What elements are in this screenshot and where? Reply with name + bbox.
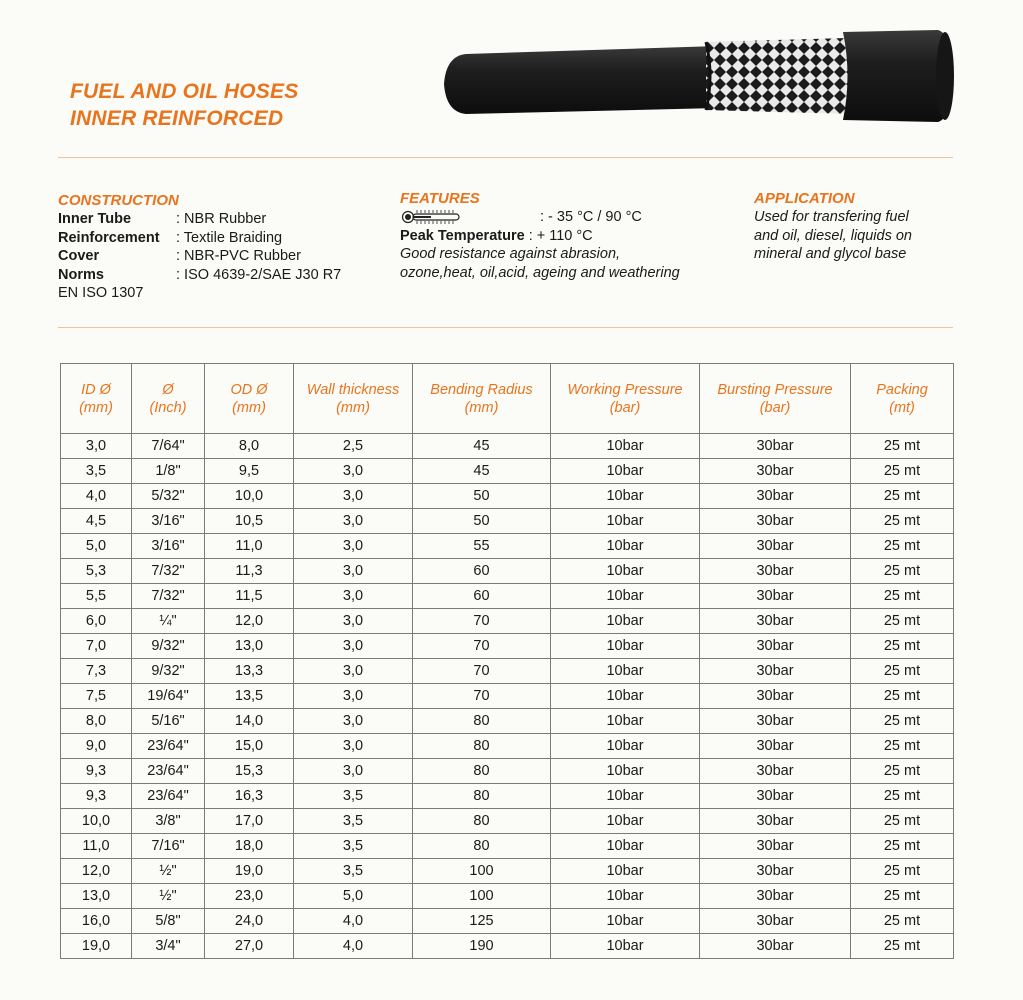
table-cell: 3,0 [61,434,132,459]
peak-temperature-value: : + 110 °C [528,227,593,244]
table-cell: 7,0 [61,634,132,659]
table-cell: 45 [413,459,551,484]
table-cell: 3/16" [132,534,205,559]
table-cell: 15,3 [205,759,294,784]
table-cell: 70 [413,609,551,634]
table-cell: 3,0 [294,759,413,784]
table-cell: 7/32" [132,559,205,584]
table-row [61,559,954,584]
peak-temperature-row [400,227,730,246]
table-cell: 30bar [700,434,851,459]
features-desc-line-2: ozone,heat, oil,acid, ageing and weathering [400,264,680,281]
table-cell: 3,0 [294,609,413,634]
table-cell: 190 [413,934,551,959]
table-cell: 5,0 [61,534,132,559]
header-bending-radius: Bending Radius (mm) [413,364,551,434]
table-cell: 16,0 [61,909,132,934]
table-row [61,484,954,509]
header-working-pressure: Working Pressure (bar) [551,364,700,434]
table-cell: 10bar [551,884,700,909]
table-cell: 30bar [700,534,851,559]
table-cell: 12,0 [61,859,132,884]
table-cell: 10bar [551,484,700,509]
table-row [61,734,954,759]
table-cell: 1/8" [132,459,205,484]
application-line-1: Used for transfering fuel [754,209,909,225]
construction-key: Norms [58,266,104,283]
table-cell: 30bar [700,784,851,809]
table-row [61,434,954,459]
table-cell: 3,5 [294,784,413,809]
table-cell: 30bar [700,884,851,909]
construction-value: : Textile Braiding [176,229,283,246]
features-section [400,190,730,282]
table-cell: 55 [413,534,551,559]
table-row [61,684,954,709]
table-cell: 50 [413,509,551,534]
hose-image [438,30,958,124]
table-cell: 80 [413,759,551,784]
table-cell: 19,0 [205,859,294,884]
table-cell: 10bar [551,859,700,884]
table-cell: 25 mt [851,684,954,709]
table-cell: 10bar [551,709,700,734]
table-cell: 4,0 [61,484,132,509]
table-cell: 25 mt [851,584,954,609]
table-cell: 25 mt [851,659,954,684]
table-cell: 25 mt [851,459,954,484]
table-row [61,609,954,634]
table-cell: 7,3 [61,659,132,684]
table-cell: 10bar [551,809,700,834]
construction-section [58,192,388,303]
table-cell: 4,0 [294,934,413,959]
table-row [61,809,954,834]
table-cell: 30bar [700,634,851,659]
table-cell: 3,0 [294,709,413,734]
table-cell: 5,3 [61,559,132,584]
table-cell: 10bar [551,734,700,759]
header-packing: Packing (mt) [851,364,954,434]
table-row [61,884,954,909]
table-cell: 13,0 [61,884,132,909]
title-line-1: FUEL AND OIL HOSES [70,80,299,103]
table-cell: 3,0 [294,484,413,509]
table-cell: 25 mt [851,559,954,584]
table-cell: 10bar [551,784,700,809]
table-cell: 80 [413,809,551,834]
table-cell: 80 [413,709,551,734]
table-row [61,934,954,959]
table-cell: 50 [413,484,551,509]
table-cell: 70 [413,634,551,659]
table-cell: 25 mt [851,834,954,859]
table-row [61,709,954,734]
table-cell: 3,5 [294,834,413,859]
table-cell: 4,5 [61,509,132,534]
construction-key: Cover [58,248,100,264]
table-cell: 9,5 [205,459,294,484]
table-cell: 25 mt [851,509,954,534]
table-cell: 7/64" [132,434,205,459]
table-cell: 25 mt [851,734,954,759]
peak-temperature-label: Peak Temperature [400,227,525,244]
table-cell: 100 [413,859,551,884]
table-cell: 24,0 [205,909,294,934]
table-cell: 30bar [700,509,851,534]
table-cell: 25 mt [851,809,954,834]
table-cell: 60 [413,584,551,609]
table-cell: 27,0 [205,934,294,959]
table-row [61,509,954,534]
table-row [61,534,954,559]
specs-table [60,363,954,959]
application-section [754,190,954,264]
table-cell: 9,3 [61,759,132,784]
table-cell: 9,0 [61,734,132,759]
features-heading: FEATURES [400,190,480,207]
application-heading: APPLICATION [754,190,855,207]
construction-row [58,266,388,285]
table-cell: 30bar [700,659,851,684]
table-cell: 30bar [700,609,851,634]
table-cell: 30bar [700,584,851,609]
table-cell: 19,0 [61,934,132,959]
table-cell: 23,0 [205,884,294,909]
table-cell: 25 mt [851,609,954,634]
header-od-diameter: OD Ø (mm) [205,364,294,434]
table-cell: 23/64" [132,784,205,809]
construction-norm-extra: EN ISO 1307 [58,285,144,301]
table-cell: 3/16" [132,509,205,534]
table-cell: 10,5 [205,509,294,534]
table-row [61,784,954,809]
table-cell: 7/32" [132,584,205,609]
table-cell: 10bar [551,609,700,634]
table-cell: 18,0 [205,834,294,859]
table-cell: 3/8" [132,809,205,834]
construction-value: : ISO 4639-2/SAE J30 R7 [176,266,342,283]
table-cell: 9/32" [132,634,205,659]
table-cell: 3,5 [294,859,413,884]
table-cell: 10bar [551,834,700,859]
table-cell: 25 mt [851,709,954,734]
table-cell: 3,0 [294,659,413,684]
table-cell: 30bar [700,559,851,584]
table-row [61,834,954,859]
construction-key: Reinforcement [58,229,160,246]
table-cell: 15,0 [205,734,294,759]
table-cell: 80 [413,784,551,809]
table-cell: 5/16" [132,709,205,734]
table-row [61,584,954,609]
title-line-2: INNER REINFORCED [70,107,284,130]
features-desc-line-1: Good resistance against abrasion, [400,246,621,262]
table-body [61,434,954,959]
table-cell: 125 [413,909,551,934]
table-cell: 3,0 [294,459,413,484]
table-cell: 30bar [700,709,851,734]
table-cell: 3,0 [294,559,413,584]
table-cell: 7/16" [132,834,205,859]
table-cell: 10bar [551,459,700,484]
table-cell: 10,0 [61,809,132,834]
table-cell: 3,0 [294,534,413,559]
table-cell: 13,0 [205,634,294,659]
application-line-3: mineral and glycol base [754,246,907,262]
table-cell: 3,0 [294,734,413,759]
table-cell: 30bar [700,484,851,509]
table-cell: 11,3 [205,559,294,584]
table-row [61,859,954,884]
table-cell: ¼" [132,609,205,634]
table-cell: 25 mt [851,884,954,909]
table-cell: 10bar [551,684,700,709]
table-cell: 3/4" [132,934,205,959]
table-cell: 9/32" [132,659,205,684]
table-cell: 60 [413,559,551,584]
header-id-diameter: ID Ø (mm) [61,364,132,434]
table-cell: 14,0 [205,709,294,734]
table-cell: 19/64" [132,684,205,709]
table-cell: 30bar [700,809,851,834]
table-cell: 3,0 [294,584,413,609]
table-cell: 5,5 [61,584,132,609]
table-cell: 30bar [700,759,851,784]
table-cell: 3,0 [294,509,413,534]
divider-middle [58,327,953,328]
table-cell: 11,0 [61,834,132,859]
header-inch-diameter: Ø (Inch) [132,364,205,434]
construction-key: Inner Tube [58,211,132,227]
table-cell: 9,3 [61,784,132,809]
table-cell: 16,3 [205,784,294,809]
table-cell: 5/8" [132,909,205,934]
table-row [61,634,954,659]
table-cell: 13,5 [205,684,294,709]
table-cell: 12,0 [205,609,294,634]
table-cell: 11,0 [205,534,294,559]
table-cell: 10bar [551,509,700,534]
table-cell: 4,0 [294,909,413,934]
construction-value: : NBR Rubber [176,211,267,227]
table-cell: 10bar [551,634,700,659]
table-cell: 25 mt [851,634,954,659]
table-cell: 80 [413,734,551,759]
table-cell: 70 [413,659,551,684]
table-cell: 25 mt [851,434,954,459]
table-cell: 25 mt [851,859,954,884]
table-cell: ½" [132,884,205,909]
construction-row [58,229,388,248]
construction-value: : NBR-PVC Rubber [176,248,301,264]
divider-top [58,157,953,158]
table-cell: 100 [413,884,551,909]
table-cell: 10bar [551,534,700,559]
table-cell: 10bar [551,584,700,609]
table-cell: 30bar [700,459,851,484]
page-title [70,78,298,132]
table-cell: 23/64" [132,759,205,784]
table-cell: 2,5 [294,434,413,459]
table-cell: 23/64" [132,734,205,759]
table-header-row [61,364,954,434]
table-cell: 25 mt [851,784,954,809]
table-cell: 10bar [551,659,700,684]
table-cell: 30bar [700,859,851,884]
table-cell: 30bar [700,834,851,859]
header-bursting-pressure: Bursting Pressure (bar) [700,364,851,434]
table-cell: 10bar [551,934,700,959]
table-cell: 45 [413,434,551,459]
table-cell: 8,0 [61,709,132,734]
temperature-range-value: : - 35 °C / 90 °C [540,209,642,225]
table-cell: 3,5 [61,459,132,484]
table-cell: 10bar [551,559,700,584]
table-cell: 80 [413,834,551,859]
table-cell: 5/32" [132,484,205,509]
table-cell: 30bar [700,734,851,759]
table-cell: 3,5 [294,809,413,834]
table-cell: 5,0 [294,884,413,909]
table-cell: 10bar [551,909,700,934]
table-cell: 10bar [551,434,700,459]
table-cell: 17,0 [205,809,294,834]
table-cell: 6,0 [61,609,132,634]
temperature-range-row [400,208,730,227]
table-cell: 7,5 [61,684,132,709]
table-row [61,909,954,934]
table-cell: 25 mt [851,934,954,959]
table-cell: 3,0 [294,684,413,709]
table-row [61,759,954,784]
table-cell: 8,0 [205,434,294,459]
table-cell: 30bar [700,909,851,934]
table-cell: 70 [413,684,551,709]
table-cell: 13,3 [205,659,294,684]
table-row [61,459,954,484]
table-cell: 3,0 [294,634,413,659]
construction-row [58,210,388,229]
table-cell: 30bar [700,934,851,959]
table-cell: 25 mt [851,909,954,934]
table-row [61,659,954,684]
table-cell: 25 mt [851,759,954,784]
table-cell: 10,0 [205,484,294,509]
table-cell: 10bar [551,759,700,784]
table-cell: 11,5 [205,584,294,609]
construction-heading: CONSTRUCTION [58,192,179,209]
construction-row [58,247,388,266]
table-cell: 25 mt [851,484,954,509]
header-wall-thickness: Wall thickness (mm) [294,364,413,434]
thermometer-icon [401,209,523,225]
table-cell: 30bar [700,684,851,709]
application-line-2: and oil, diesel, liquids on [754,227,912,244]
table-cell: ½" [132,859,205,884]
table-cell: 25 mt [851,534,954,559]
